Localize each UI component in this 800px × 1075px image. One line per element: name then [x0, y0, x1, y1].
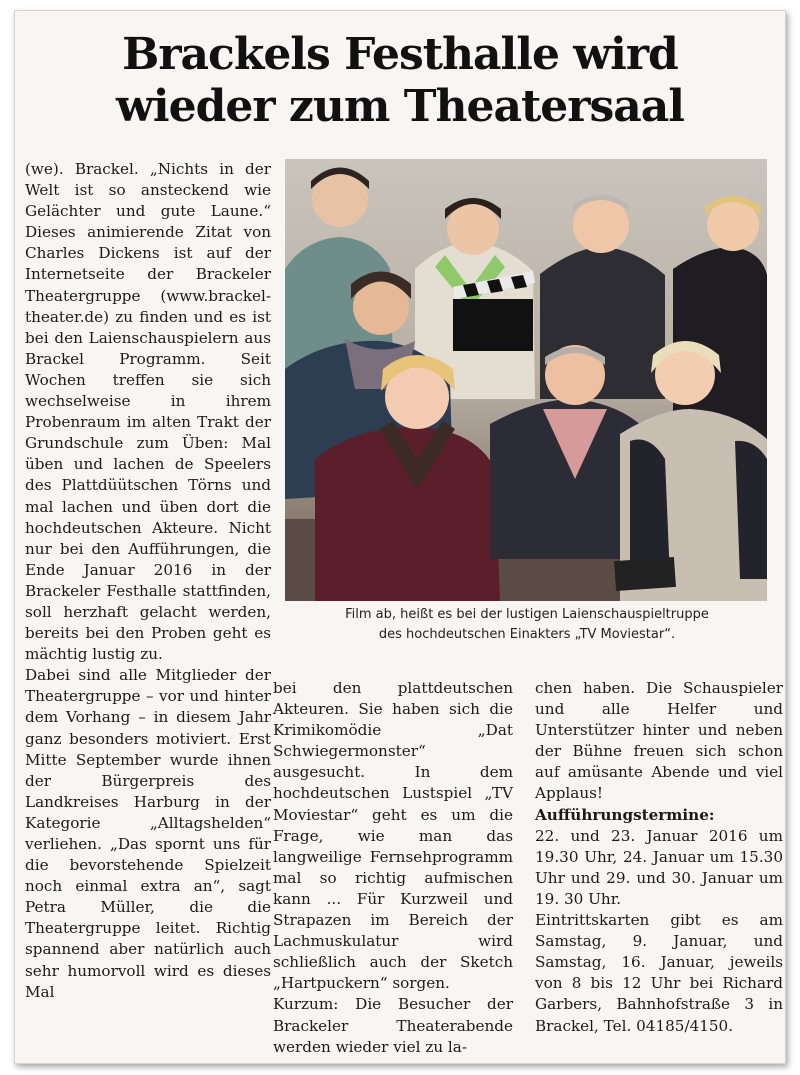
performance-dates: 22. und 23. Januar 2016 um 19.30 Uhr, 24. Januar um 15.30 Uhr und 29. und 30. Januar um 19. 30 Uhr.	[535, 826, 783, 908]
caption-line-2: des hochdeutschen Einakters „TV Moviestar“.	[378, 627, 676, 642]
group-photo	[285, 159, 767, 601]
paragraph-intro: (we). Brackel. „Nichts in der Welt ist so ansteckend wie Gelächter und gute Laune.“ Dieses animierende Zitat von Charles Dickens ist auf der Internetseite der Brackeler Theatergruppe (www.brackel-theater.de) zu finden und es ist bei den Laienschauspielern aus Brackel Programm. Seit Wochen treffen sie sich wechselweise in ihrem Probenraum im alten Trakt der Grundschule zum Üben: Mal üben und lachen de Speelers des Plattdüütschen Törns und mal lachen und üben dort die hochdeutschen Akteure. Nicht nur bei den Aufführungen, die Ende Januar 2016 in der Brackeler Festhalle stattfinden, soll herzhaft gelacht werden, bereits bei den Proben geht es mächtig lustig zu.	[25, 160, 271, 664]
article-column-3	[535, 678, 783, 1037]
paragraph-plays: bei den plattdeutschen Akteuren. Sie haben sich die Krimikomödie „Dat Schwiegermonster“ ausgesucht. In dem hochdeutschen Lustspiel „TV Moviestar“ geht es um die Frage, wie man das langweilige Fernsehprogramm mal so richtig aufmischen kann ... Für Kurzweil und Strapazen im Bereich der Lachmuskulatur wird schließlich auch der Sketch „Hartpuckern“ sorgen.	[273, 679, 513, 993]
headline-line-1: Brackels Festhalle wird	[122, 29, 678, 80]
paragraph-kurzum: Kurzum: Die Besucher der Brackeler Theaterabende werden wieder viel zu la-	[273, 995, 513, 1056]
headline	[15, 29, 785, 133]
paragraph-motivation: Dabei sind alle Mitglieder der Theatergruppe – vor und hinter dem Vorhang – in diesem Jahr ganz besonders motiviert. Erst Mitte September wurde ihnen der Bürgerpreis des Landkreises Harburg in der Kategorie „Alltagshelden“ verliehen. „Das spornt uns für die bevorstehende Spielzeit noch einmal extra an“, sagt Petra Müller, die die Theatergruppe leitet. Richtig spannend aber natürlich auch sehr humorvoll wird es dieses Mal	[25, 666, 271, 1001]
performance-dates-heading: Aufführungstermine:	[535, 805, 715, 824]
group-photo-image	[285, 159, 767, 601]
caption-line-1: Film ab, heißt es bei der lustigen Laienschauspieltruppe	[345, 607, 709, 622]
photo-caption	[283, 605, 771, 645]
article-column-2	[273, 678, 513, 1058]
headline-line-2: wieder zum Theatersaal	[116, 81, 684, 132]
paragraph-applause: chen haben. Die Schauspieler und alle Helfer und Unterstützer hinter und neben der Bühne freuen sich schon auf amüsante Abende und viel Applaus!	[535, 679, 783, 803]
newspaper-clipping	[14, 10, 786, 1064]
ticket-info: Eintrittskarten gibt es am Samstag, 9. Januar, und Samstag, 16. Januar, jeweils von 8 bis 12 Uhr bei Richard Garbers, Bahnhofstraße 3 in Brackel, Tel. 04185/4150.	[535, 911, 783, 1035]
article-column-1	[25, 159, 271, 1003]
